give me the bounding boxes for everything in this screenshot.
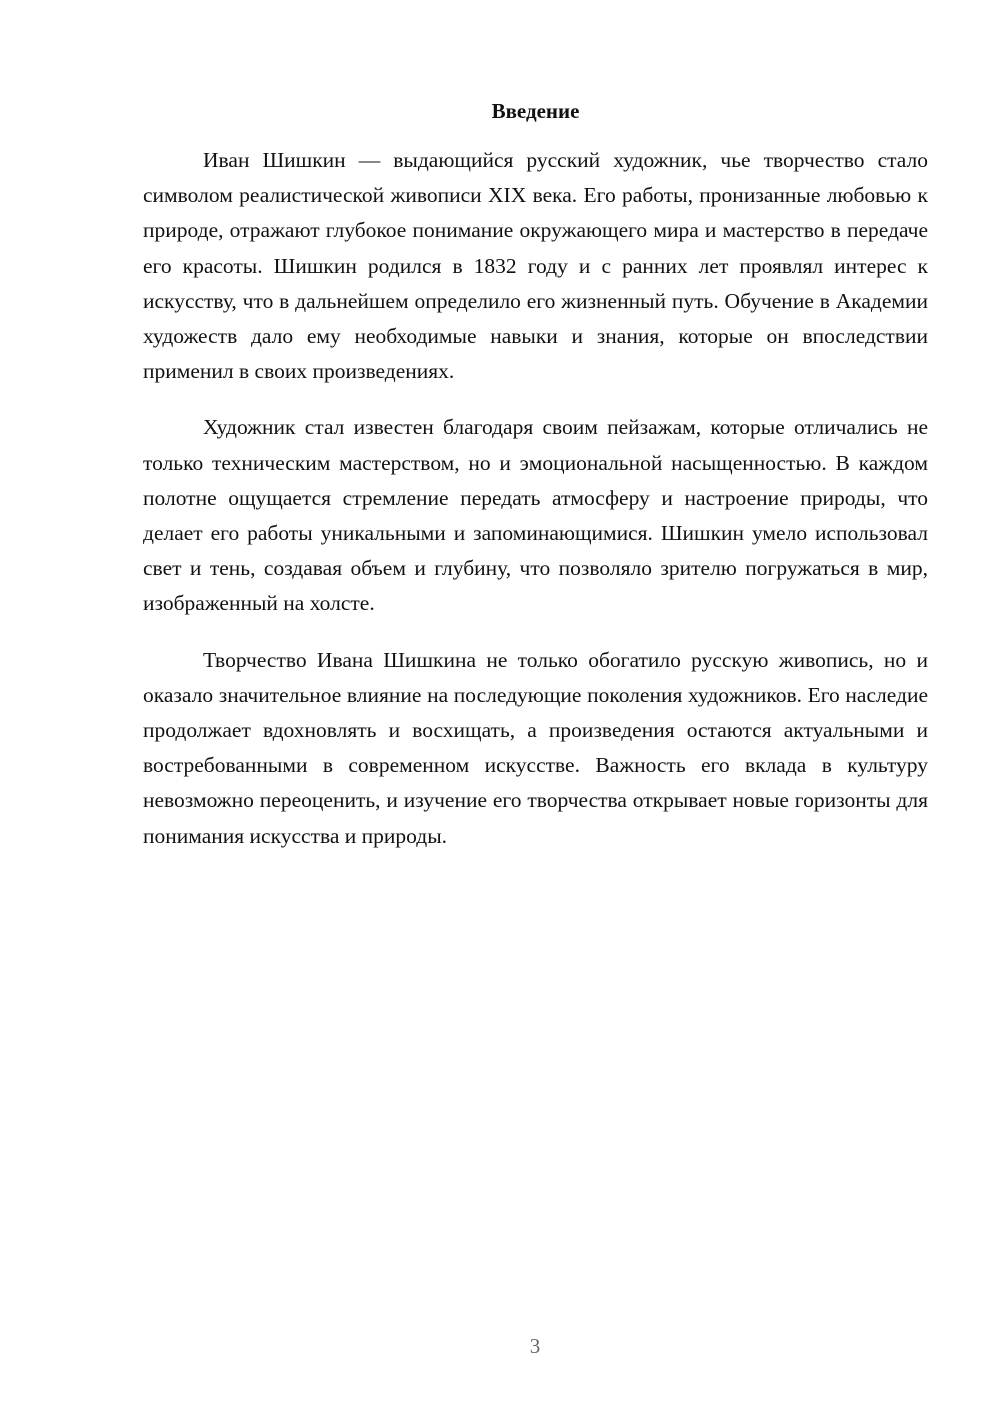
- paragraph-3: Творчество Ивана Шишкина не только обогатило русскую живопись, но и оказало значительное влияние на последующие поколения художников. Его наследие продолжает вдохновлять и восхищать, а произведения остаются актуальными и востребованными в современном искусстве. Важность его вклада в культуру невозможно переоценить, и изучение его творчества открывает новые горизонты для понимания искусства и природы.: [143, 647, 928, 848]
- paragraph-2: Художник стал известен благодаря своим пейзажам, которые отличались не только техническим мастерством, но и эмоциональной насыщенностью. В каждом полотне ощущается стремление передать атмосферу и настроение природы, что делает его работы уникальными и запоминающимися. Шишкин умело использовал свет и тень, создавая объем и глубину, что позволяло зрителю погружаться в мир, изображенный на холсте.: [143, 415, 928, 616]
- section-heading: Введение: [491, 99, 580, 123]
- paragraph-1: Иван Шишкин — выдающийся русский художник, чье творчество стало символом реалистической живописи XIX века. Его работы, пронизанные любовью к природе, отражают глубокое понимание окружающего мира и мастерство в передаче его красоты. Шишкин родился в 1832 году и с ранних лет проявлял интерес к искусству, что в дальнейшем определило его жизненный путь. Обучение в Академии художеств дало ему необходимые навыки и знания, которые он впоследствии применил в своих произведениях.: [143, 148, 928, 384]
- body-text: [143, 143, 928, 875]
- page-number: 3: [529, 1334, 541, 1358]
